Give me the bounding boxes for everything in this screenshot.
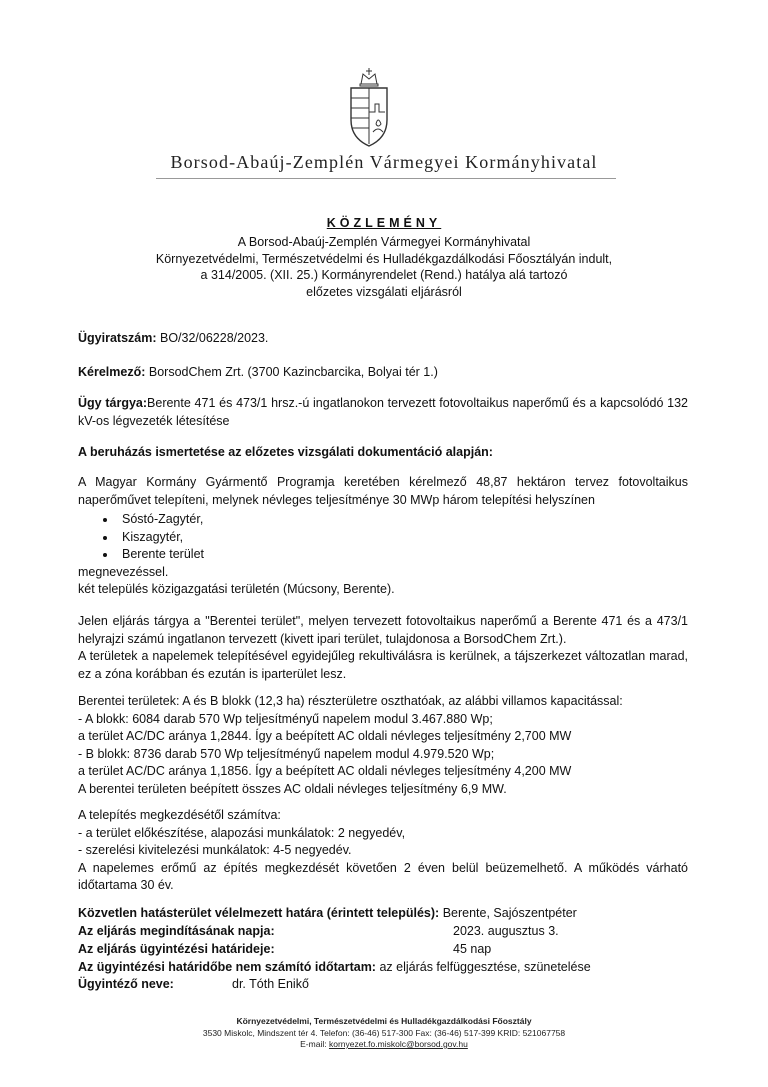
capacity-paragraph	[78, 693, 688, 799]
capacity-line: a terület AC/DC aránya 1,1856. Így a beépített AC oldali névleges teljesítmény 4,200 MW	[78, 764, 572, 779]
file-number-row	[78, 331, 268, 345]
footer-email-row	[0, 1039, 768, 1051]
excluded-time-row	[78, 960, 591, 974]
subtitle-line: Környezetvédelmi, Természetvédelmi és Hulladékgazdálkodási Főosztályán indult,	[155, 251, 613, 266]
operation-text: A napelemes erőmű az építés megkezdését követően 2 éven belül beüzemelhető. A működés várható időtartama 30 év.	[78, 860, 688, 893]
capacity-line: Berentei területek: A és B blokk (12,3 ha) részterületre oszthatóak, az alábbi villamos kapacitással:	[78, 694, 623, 708]
header-divider	[156, 178, 616, 179]
start-date-value: 2023. augusztus 3.	[453, 924, 559, 938]
impact-row	[78, 906, 577, 920]
procedure-paragraph	[78, 613, 688, 683]
deadline-value: 45 nap	[453, 942, 492, 956]
subject-label: Ügy tárgya:	[78, 396, 148, 410]
list-item: Kiszagytér,	[78, 529, 395, 547]
procedure-text: Jelen eljárás tárgya a "Berentei terület", melyen tervezett fotovoltaikus naperőmű a Berente 471 és a 473/1 helyrajzi számú ingatlanon tervezett (kivett ipari terület, tulajdonosa a BorsodChem Zrt.).	[78, 614, 688, 646]
agency-name: Borsod-Abaúj-Zemplén Vármegyei Kormányhivatal	[170, 152, 598, 172]
subtitle-line: a 314/2005. (XII. 25.) Kormányrendelet (Rend.) hatálya alá tartozó	[200, 268, 568, 282]
list-item: Sóstó-Zagytér,	[78, 511, 395, 529]
subject-value: Berente 471 és 473/1 hrsz.-ú ingatlanokon tervezett fotovoltaikus naperőmű és a kapcsolódó 132 kV-os légvezeték létesítése	[78, 396, 688, 428]
schedule-paragraph	[78, 807, 688, 895]
intro-text: A Magyar Kormány Gyármentő Programja keretében kérelmező 48,87 hektáron tervez fotovoltaikus naperőművet telepíteni, melynek névleges teljesítménye 30 MWp három telepítési helyszínen	[78, 475, 688, 507]
excluded-time-value: az eljárás felfüggesztése, szünetelése	[379, 960, 591, 974]
applicant-label: Kérelmező:	[78, 365, 146, 379]
file-number-value: BO/32/06228/2023.	[159, 331, 269, 345]
schedule-line: - szerelési kivitelezési munkálatok: 4-5 negyedév.	[78, 843, 352, 858]
subject-row	[78, 395, 688, 430]
section-title	[78, 445, 493, 459]
footer-department: Környezetvédelmi, Természetvédelmi és Hulladékgazdálkodási Főosztály	[236, 1016, 532, 1026]
start-date-label: Az eljárás megindításának napja:	[78, 924, 275, 938]
applicant-value: BorsodChem Zrt. (3700 Kazincbarcika, Bolyai tér 1.)	[148, 365, 438, 379]
applicant-row	[78, 365, 438, 379]
excluded-time-label: Az ügyintézési határidőbe nem számító időtartam:	[78, 960, 376, 974]
schedule-line: A telepítés megkezdésétől számítva:	[78, 808, 281, 822]
coat-of-arms-icon	[345, 66, 393, 150]
site-list	[78, 511, 395, 599]
footer-email-link[interactable]: kornyezet.fo.miskolc@borsod.gov.hu	[328, 1039, 468, 1049]
deadline-row	[78, 942, 275, 956]
page-footer	[0, 1016, 768, 1051]
capacity-line: a terület AC/DC aránya 1,2844. Így a beépített AC oldali névleges teljesítmény 2,700 MW	[78, 729, 572, 744]
list-item: Berente terület	[78, 546, 395, 564]
notice-subtitle	[0, 234, 768, 300]
after-sites-line: megnevezéssel.	[78, 564, 169, 579]
deadline-label: Az eljárás ügyintézési határideje:	[78, 942, 275, 956]
procedure-text: A területek a napelemek telepítésével egyidejűleg rekultiválásra is kerülnek, a tájszerkezet változatlan marad, ez a zóna korábban és ezután is iparterület lesz.	[78, 649, 688, 681]
after-sites-line: két település közigazgatási területén (Múcsony, Berente).	[78, 582, 395, 597]
subtitle-line: előzetes vizsgálati eljárásról	[306, 284, 462, 299]
officer-row	[78, 977, 174, 991]
schedule-line: - a terület előkészítése, alapozási munkálatok: 2 negyedév,	[78, 825, 406, 840]
officer-label: Ügyintéző neve:	[78, 977, 174, 991]
impact-label: Közvetlen hatásterület vélelmezett határa (érintett település):	[78, 906, 440, 920]
capacity-line: - A blokk: 6084 darab 570 Wp teljesítményű napelem modul 3.467.880 Wp;	[78, 711, 493, 726]
capacity-line: - B blokk: 8736 darab 570 Wp teljesítményű napelem modul 4.979.520 Wp;	[78, 746, 495, 761]
officer-value: dr. Tóth Enikő	[232, 977, 309, 991]
notice-heading: KÖZLEMÉNY	[326, 216, 442, 230]
footer-address: 3530 Miskolc, Mindszent tér 4. Telefon: (36-46) 517-300 Fax: (36-46) 517-399 KRID: 521067758	[202, 1027, 566, 1038]
impact-value: Berente, Sajószentpéter	[442, 906, 577, 920]
footer-email-label: E-mail:	[300, 1039, 327, 1049]
section-title-text: A beruházás ismertetése az előzetes vizsgálati dokumentáció alapján:	[78, 445, 493, 459]
capacity-line: A berentei területen beépített összes AC oldali névleges teljesítmény 6,9 MW.	[78, 781, 507, 796]
start-date-row	[78, 924, 275, 938]
intro-paragraph	[78, 474, 688, 509]
subtitle-line: A Borsod-Abaúj-Zemplén Vármegyei Kormányhivatal	[237, 235, 531, 249]
file-number-label: Ügyiratszám:	[78, 331, 157, 345]
